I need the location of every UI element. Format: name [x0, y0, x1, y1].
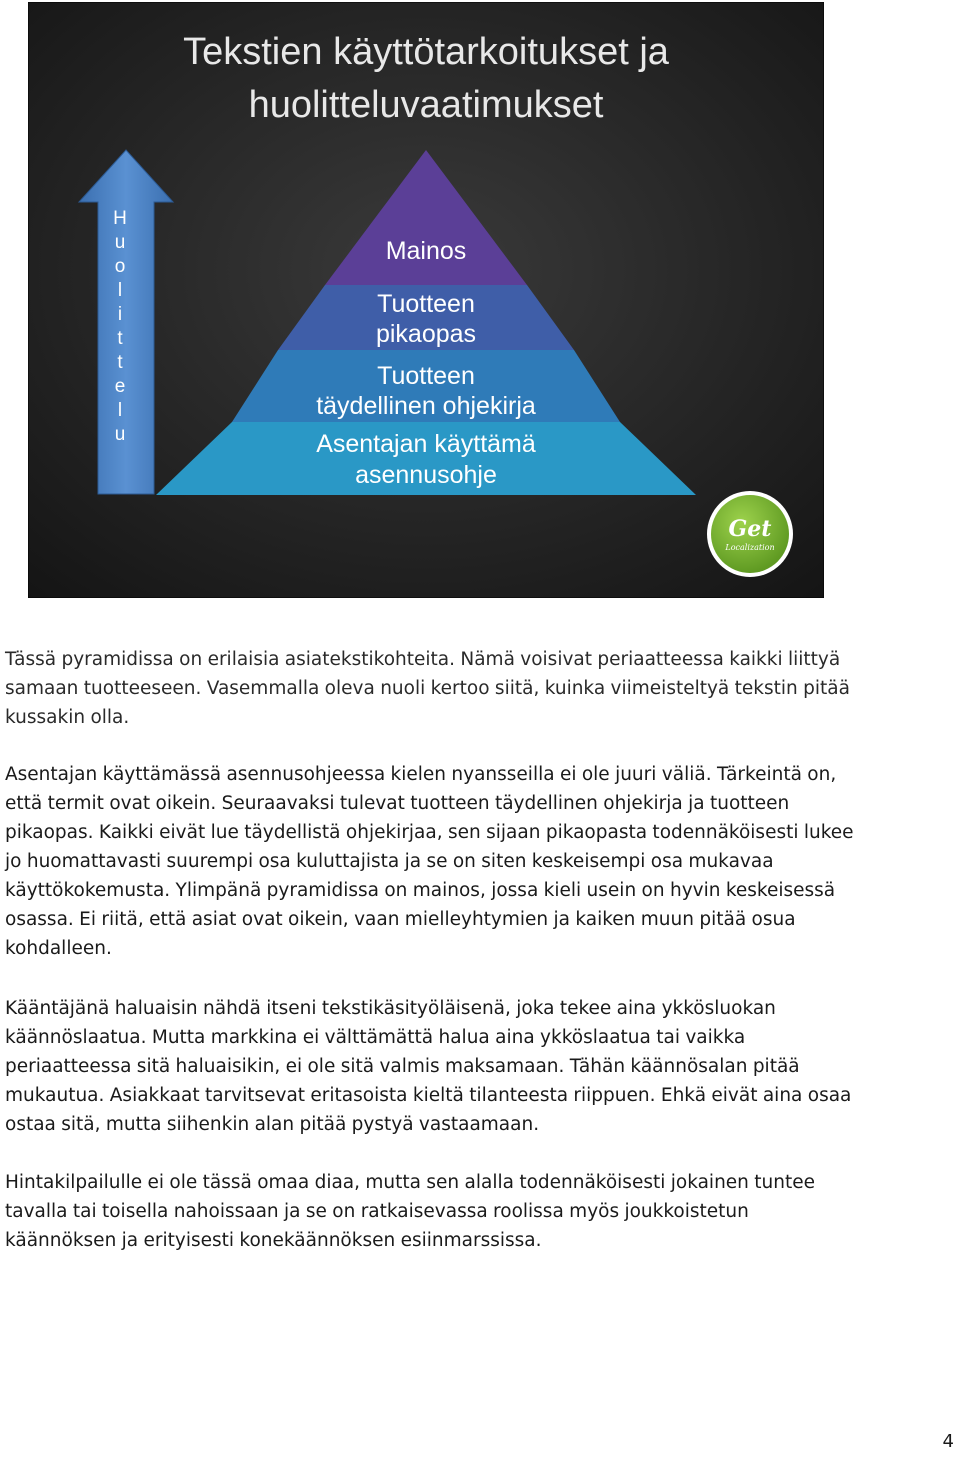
paragraph-explanation: [5, 760, 855, 963]
arrow-letter: u: [114, 424, 126, 445]
pyramid-label-mainos: Mainos: [385, 237, 467, 265]
paragraph-price-competition: [5, 1168, 855, 1255]
get-localization-logo: [707, 491, 793, 577]
page-number: 4: [942, 1431, 954, 1452]
arrow-letter: t: [117, 328, 123, 349]
logo-text-localization: Localization: [725, 543, 775, 552]
arrow-letter: i: [117, 304, 123, 325]
arrow-letter: o: [114, 256, 126, 277]
arrow-letter: l: [117, 400, 123, 421]
paragraph-text: Kääntäjänä haluaisin nähdä itseni tekstikäsityöläisenä, joka tekee aina ykkösluokan käännöslaatua. Mutta markkina ei välttämättä halua aina ykköslaatua tai vaikka periaatteessa sitä haluaisikin, ei ole sitä valmis maksamaan. Tähän käännösalan pitää mukautua. Asiakkaat tarvitsevat eritasoista kieltä tilanteesta riippuen. Ehkä eivät aina osaa ostaa sitä, mutta siihenkin alan pitää pystyä vastaamaan.: [5, 998, 852, 1135]
paragraph-text: Asentajan käyttämässä asennusohjeessa kielen nyansseilla ei ole juuri väliä. Tärkeintä on, että termit ovat oikein. Seuraavaksi tulevat tuotteen täydellinen ohjekirja ja tuotteen pikaopas. Kaikki eivät lue täydellistä ohjekirjaa, sen sijaan pikaopasta todennäköisesti lukee jo huomattavasti suurempi osa kuluttajista ja se on siten keskeisempi osa mukavaa käyttökokemusta. Ylimpänä pyramidissa on mainos, jossa kieli usein on hyvin keskeisessä osassa. Ei riitä, että asiat ovat oikein, vaan mielleyhtymien ja kaiken muun pitää osua kohdalleen.: [5, 764, 854, 959]
arrow-letter: l: [117, 280, 123, 301]
paragraph-text: Hintakilpailulle ei ole tässä omaa diaa, mutta sen alalla todennäköisesti jokainen tuntee tavalla tai toisella nahoissaan ja se on ratkaisevassa roolissa myös joukkoistetun käännöksen ja erityisesti konekäännöksen esiinmarssissa.: [5, 1172, 815, 1251]
arrow-letter: t: [117, 352, 123, 373]
pyramid-label-ohjekirja-line2: täydellinen ohjekirja: [316, 392, 536, 420]
slide-title-line2: huolitteluvaatimukset: [248, 84, 604, 126]
logo-text-get: Get: [728, 516, 772, 542]
paragraph-text: Tässä pyramidissa on erilaisia asiatekstikohteita. Nämä voisivat periaatteessa kaikki liittyä samaan tuotteeseen. Vasemmalla oleva nuoli kertoo siitä, kuinka viimeisteltyä tekstin pitää kussakin olla.: [5, 649, 850, 728]
arrow-letter: e: [114, 376, 126, 397]
arrow-letter: u: [114, 232, 126, 253]
pyramid-label-asennusohje-line2: asennusohje: [355, 461, 497, 489]
paragraph-intro: [5, 645, 855, 732]
pyramid-label-pikaopas-line1: Tuotteen: [377, 290, 475, 318]
paragraph-translator: [5, 994, 855, 1139]
pyramid-label-pikaopas-line2: pikaopas: [375, 320, 477, 348]
arrow-letter: H: [113, 208, 127, 229]
pyramid-label-asennusohje-line1: Asentajan käyttämä: [316, 430, 536, 458]
slide-title-line1: Tekstien käyttötarkoitukset ja: [183, 31, 669, 73]
slide-image: [28, 2, 824, 598]
pyramid-label-ohjekirja-line1: Tuotteen: [377, 362, 475, 390]
